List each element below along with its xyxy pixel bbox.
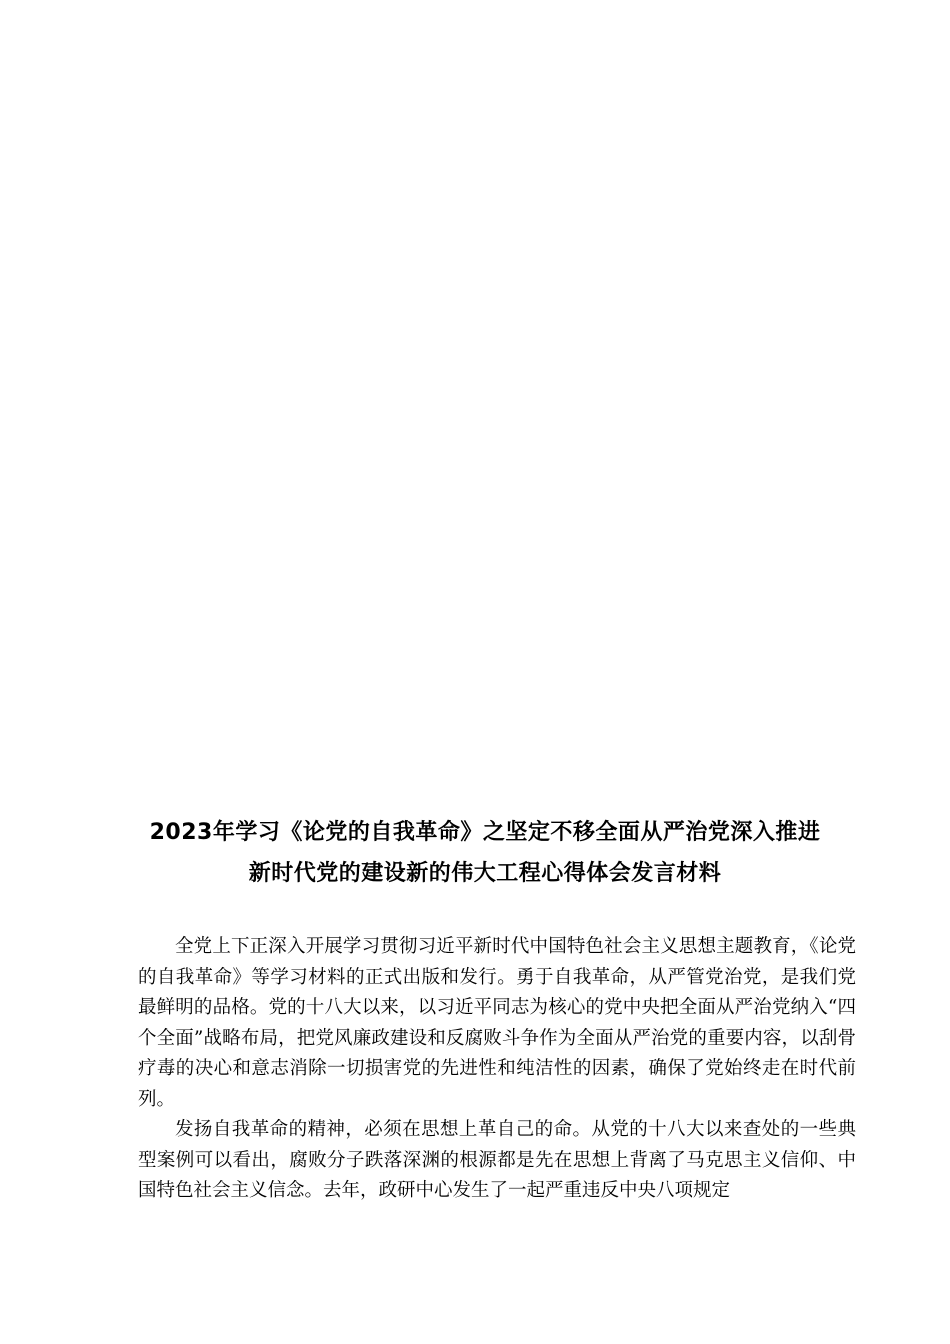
document-title	[130, 812, 840, 894]
title-line-1: 2023年学习《论党的自我革命》之坚定不移全面从严治党深入推进	[149, 820, 821, 845]
document-body	[138, 932, 856, 1207]
title-line-2: 新时代党的建设新的伟大工程心得体会发言材料	[248, 861, 722, 886]
paragraph-2: 发扬自我革命的精神，必须在思想上革自己的命。从党的十八大以来查处的一些典型案例可以看出，腐败分子跌落深渊的根源都是先在思想上背离了马克思主义信仰、中国特色社会主义信念。去年，政研中心发生了一起严重违反中央八项规定	[138, 1119, 856, 1201]
paragraph-1: 全党上下正深入开展学习贯彻习近平新时代中国特色社会主义思想主题教育，《论党的自我革命》等学习材料的正式出版和发行。勇于自我革命，从严管党治党，是我们党最鲜明的品格。党的十八大以来，以习近平同志为核心的党中央把全面从严治党纳入“四个全面”战略布局，把党风廉政建设和反腐败斗争作为全面从严治党的重要内容，以刮骨疗毒的决心和意志消除一切损害党的先进性和纯洁性的因素，确保了党始终走在时代前列。	[138, 936, 856, 1110]
